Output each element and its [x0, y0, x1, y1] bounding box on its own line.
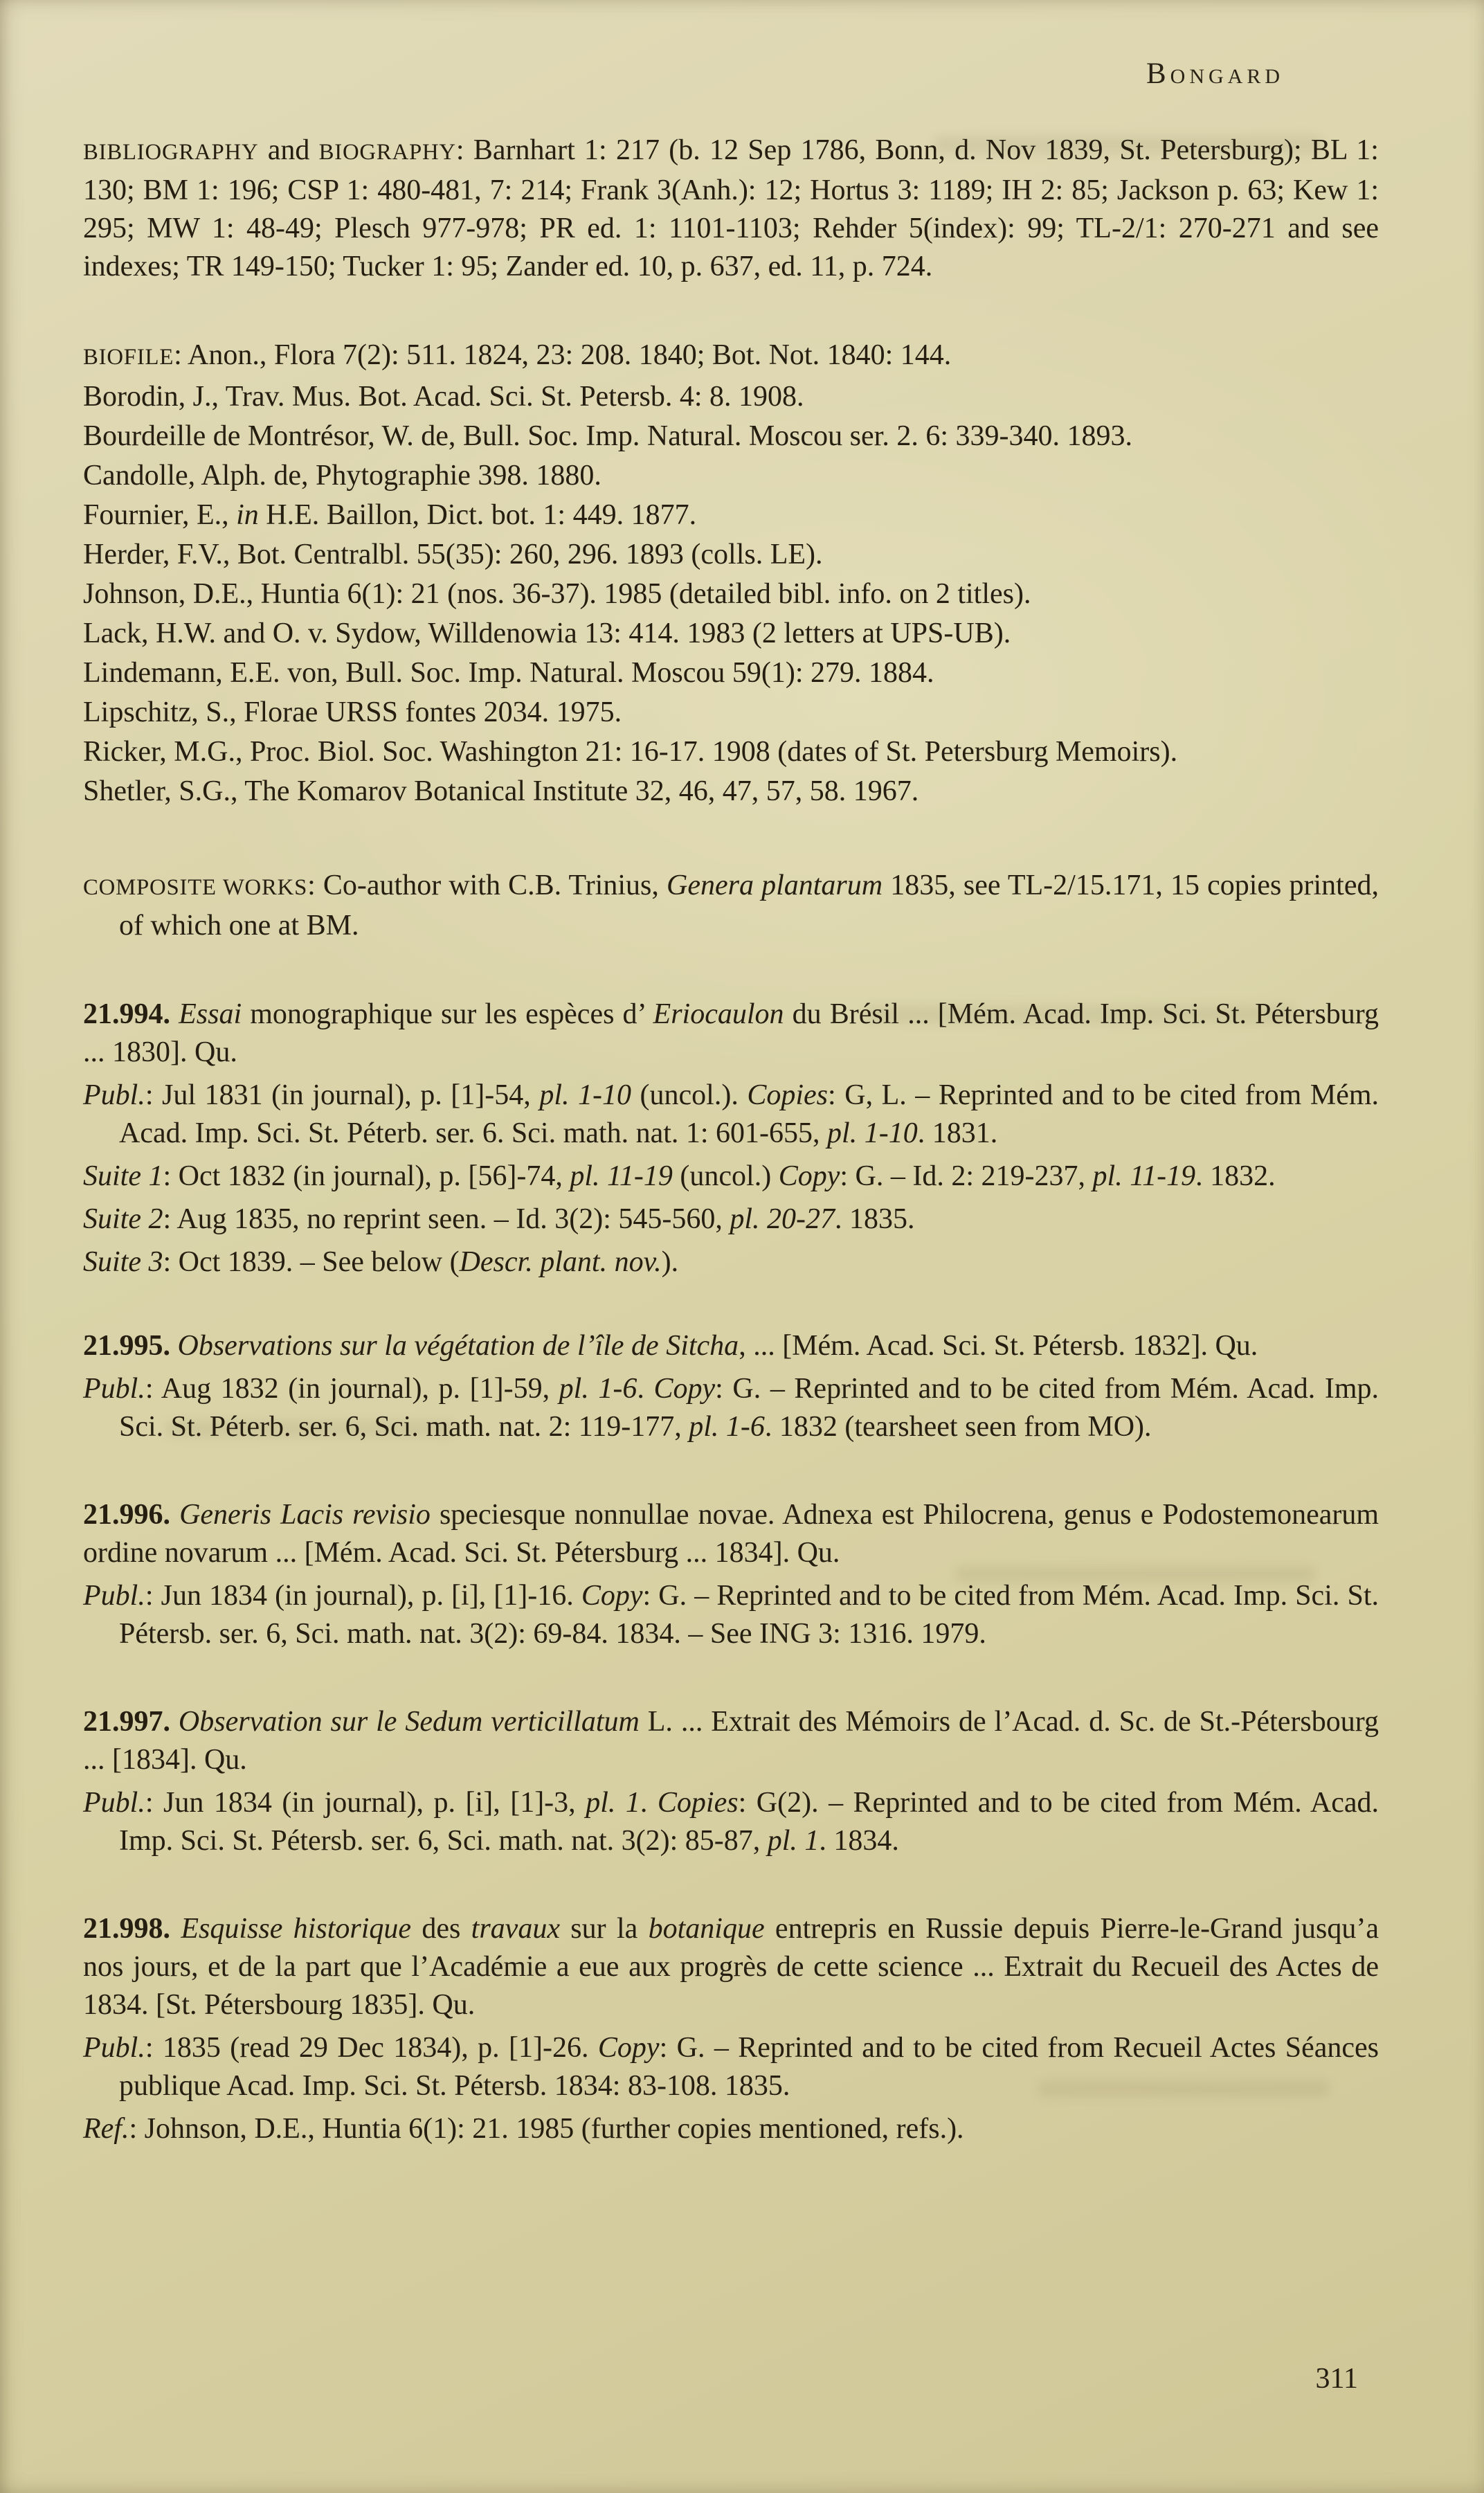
- entry-21998-ref: [83, 2110, 1379, 2148]
- text-run: : 1835 (read 29 Dec 1834), p. [1]-26.: [145, 2032, 598, 2064]
- text-run: , ... [Mém. Acad. Sci. St. Pétersb. 1832]. Qu.: [739, 1330, 1258, 1362]
- text-run: in: [236, 499, 259, 531]
- text-run: 1835, see TL-2/15.171, 15 copies printed, of which one at BM.: [119, 870, 1379, 942]
- text-run: 21.997.: [83, 1706, 170, 1738]
- text-run: Suite 1: [83, 1160, 163, 1192]
- text-run: .: [640, 1787, 658, 1819]
- biofile-entry: [83, 535, 1379, 575]
- text-run: : Aug 1835, no reprint seen. – Id. 3(2): 545-560,: [163, 1203, 730, 1235]
- biofile-entry: [83, 377, 1379, 417]
- text-run: : G, L. – Reprinted and to be cited from Mém. Acad. Imp. Sci. St. Péterb. ser. 6. Sci. math. nat. 1: 601-655,: [119, 1079, 1379, 1149]
- text-run: travaux: [471, 1913, 560, 1945]
- text-run: Johnson, D.E., Huntia 6(1): 21 (nos. 36-37). 1985 (detailed bibl. info. on 2 titles).: [83, 578, 1031, 610]
- text-run: H.E. Baillon, Dict. bot. 1: 449. 1877.: [258, 499, 697, 531]
- text-run: Generis Lacis revisio: [179, 1499, 431, 1531]
- text-run: : Aug 1832 (in journal), p. [1]-59,: [145, 1373, 559, 1405]
- text-run: [170, 998, 179, 1030]
- text-run: Candolle, Alph. de, Phytographie 398. 1880.: [83, 460, 601, 492]
- text-run: monographique sur les espèces d’: [242, 998, 653, 1030]
- entry-21995: [83, 1327, 1379, 1446]
- text-run: Publ.: [83, 2032, 145, 2064]
- text-run: Descr. plant. nov.: [459, 1246, 662, 1278]
- text-run: speciesque nonnullae novae. Adnexa est Philocrena, genus e Podostemonearum ordine novarum ... [Mém. Acad. Sci. St. Pétersburg ... 1834]. Qu.: [83, 1499, 1379, 1569]
- biofile-entry: [83, 772, 1379, 811]
- text-run: ).: [661, 1246, 679, 1278]
- entry-21994-suite-1: [83, 1158, 1379, 1196]
- text-run: Lipschitz, S., Florae URSS fontes 2034. 1975.: [83, 696, 622, 728]
- entry-21996-heading: [83, 1496, 1379, 1572]
- text-run: Suite 3: [83, 1246, 163, 1278]
- text-run: Publ.: [83, 1787, 145, 1819]
- entry-21994-publ: [83, 1077, 1379, 1153]
- text-run: 21.994.: [83, 998, 170, 1030]
- text-run: Herder, F.V., Bot. Centralbl. 55(35): 260, 296. 1893 (colls. LE).: [83, 539, 823, 570]
- text-run: Suite 2: [83, 1203, 163, 1235]
- text-run: Fournier, E.,: [83, 499, 237, 531]
- text-run: Genera plantarum: [667, 870, 883, 901]
- text-run: Copies: [747, 1079, 829, 1111]
- text-run: Publ.: [83, 1373, 145, 1405]
- text-run: Observation sur le Sedum verticillatum: [178, 1706, 640, 1738]
- text-run: 21.998.: [83, 1913, 170, 1945]
- text-run: Bourdeille de Montrésor, W. de, Bull. Soc. Imp. Natural. Moscou ser. 2. 6: 339-340. 1893.: [83, 420, 1132, 452]
- text-run: Esquisse historique: [181, 1913, 412, 1945]
- text-run: [170, 1499, 179, 1531]
- text-run: Lindemann, E.E. von, Bull. Soc. Imp. Natural. Moscou 59(1): 279. 1884.: [83, 657, 934, 689]
- biofile-entry: [83, 456, 1379, 496]
- text-run: . 1832.: [1195, 1160, 1276, 1192]
- entry-21997: [83, 1703, 1379, 1860]
- text-run: : G. – Reprinted and to be cited from Mém. Acad. Imp. Sci. St. Pétersb. ser. 6, Sci. math. nat. 3(2): 69-84. 1834. – See ING 3: 1316. 1979.: [119, 1580, 1379, 1650]
- text-run: (uncol.).: [631, 1079, 748, 1111]
- text-run: . 1831.: [917, 1117, 998, 1149]
- entry-21998-publ: [83, 2029, 1379, 2105]
- text-run: COMPOSITE WORKS: [83, 875, 308, 900]
- text-run: [170, 1330, 178, 1362]
- text-run: Publ.: [83, 1580, 145, 1612]
- text-run: and: [258, 134, 319, 166]
- biofile-entry: [83, 693, 1379, 732]
- text-run: Shetler, S.G., The Komarov Botanical Institute 32, 46, 47, 57, 58. 1967.: [83, 775, 919, 807]
- text-run: BIOFILE: [83, 345, 174, 370]
- entry-21998-heading: [83, 1910, 1379, 2024]
- entry-21995-publ: [83, 1370, 1379, 1446]
- entry-21996: [83, 1496, 1379, 1653]
- text-run: pl. 11-19: [1092, 1160, 1196, 1192]
- text-run: : Jun 1834 (in journal), p. [i], [1]-3,: [145, 1787, 586, 1819]
- text-run: : Jun 1834 (in journal), p. [i], [1]-16.: [145, 1580, 581, 1612]
- entry-21994-suite-3: [83, 1243, 1379, 1281]
- text-run: pl. 20-27: [730, 1203, 835, 1235]
- text-run: pl. 1-10: [827, 1117, 918, 1149]
- text-run: Observations sur la végétation de l’île de Sitcha: [177, 1330, 739, 1362]
- text-run: Copy: [653, 1373, 716, 1405]
- text-run: pl. 1-6: [689, 1411, 765, 1443]
- text-run: [170, 1706, 179, 1738]
- text-run: Eriocaulon: [653, 998, 784, 1030]
- text-run: : G(2). – Reprinted and to be cited from Mém. Acad. Imp. Sci. St. Pétersb. ser. 6, Sci. math. nat. 3(2): 85-87,: [119, 1787, 1379, 1857]
- biofile-entry: [83, 417, 1379, 456]
- biofile-entry: [83, 496, 1379, 535]
- text-run: Lack, H.W. and O. v. Sydow, Willdenowia 13: 414. 1983 (2 letters at UPS-UB).: [83, 618, 1011, 649]
- entry-21997-publ: [83, 1784, 1379, 1860]
- text-run: .: [637, 1373, 654, 1405]
- composite-works-paragraph: [83, 867, 1379, 945]
- text-run: : Jul 1831 (in journal), p. [1]-54,: [145, 1079, 540, 1111]
- biofile-entry: [83, 614, 1379, 654]
- entry-21995-heading: [83, 1327, 1379, 1365]
- text-run: Publ.: [83, 1079, 145, 1111]
- page-content: [83, 0, 1379, 2148]
- biofile-entry: [83, 336, 1379, 377]
- text-run: : Oct 1839. – See below (: [163, 1246, 460, 1278]
- text-run: : G. – Reprinted and to be cited from Recueil Actes Séances publique Acad. Imp. Sci. St. Pétersb. 1834: 83-108. 1835.: [119, 2032, 1379, 2102]
- entry-21997-heading: [83, 1703, 1379, 1779]
- text-run: [170, 1913, 181, 1945]
- text-run: : Oct 1832 (in journal), p. [56]-74,: [163, 1160, 570, 1192]
- bibliography-paragraph: [83, 132, 1379, 286]
- text-run: pl. 1: [767, 1825, 820, 1857]
- text-run: pl. 1-6: [559, 1373, 637, 1405]
- text-run: : Barnhart 1: 217 (b. 12 Sep 1786, Bonn, d. Nov 1839, St. Petersburg); BL 1: 130; BM 1: 196; CSP 1: 480-481, 7: 214; Frank 3(Anh.): 12; Hortus 3: 1189; IH 2: 85; Jackson p. 63; Kew 1: 295; MW 1: 48-49; Plesch 977-978; PR ed. 1: 1101-1103; Rehder 5(index): 99; TL-2/1: 270-271 and see indexes; TR 149-150; Tucker 1: 95; Zander ed. 10, p. 637, ed. 11, p. 724.: [83, 134, 1379, 282]
- text-run: : Anon., Flora 7(2): 511. 1824, 23: 208. 1840; Bot. Not. 1840: 144.: [174, 339, 952, 371]
- running-head: Bongard: [1146, 57, 1284, 90]
- text-run: . 1834.: [819, 1825, 899, 1857]
- text-run: 21.996.: [83, 1499, 170, 1531]
- text-run: : Johnson, D.E., Huntia 6(1): 21. 1985 (further copies mentioned, refs.).: [129, 2113, 964, 2145]
- text-run: Copy: [597, 2032, 660, 2064]
- text-run: BIBLIOGRAPHY: [83, 140, 259, 165]
- biofile-entry: [83, 732, 1379, 772]
- text-run: Essai: [179, 998, 242, 1030]
- text-run: pl. 11-19: [570, 1160, 673, 1192]
- text-run: des: [411, 1913, 471, 1945]
- text-run: : G. – Reprinted and to be cited from Mém. Acad. Imp. Sci. St. Péterb. ser. 6, Sci. math. nat. 2: 119-177,: [119, 1373, 1379, 1443]
- biofile-section: [83, 336, 1379, 811]
- text-run: sur la: [559, 1913, 649, 1945]
- biofile-entry: [83, 575, 1379, 614]
- text-run: pl. 1-10: [539, 1079, 631, 1111]
- text-run: L. ... Extrait des Mémoirs de l’Acad. d. Sc. de St.-Pétersbourg ... [1834]. Qu.: [83, 1706, 1379, 1776]
- text-run: . 1832 (tearsheet seen from MO).: [764, 1411, 1152, 1443]
- text-run: du Brésil ... [Mém. Acad. Imp. Sci. St. Pétersburg ... 1830]. Qu.: [83, 998, 1379, 1068]
- text-run: Copies: [657, 1787, 739, 1819]
- text-run: Ricker, M.G., Proc. Biol. Soc. Washington 21: 16-17. 1908 (dates of St. Petersburg Memoirs).: [83, 736, 1178, 768]
- text-run: (uncol.): [672, 1160, 779, 1192]
- text-run: Borodin, J., Trav. Mus. Bot. Acad. Sci. St. Petersb. 4: 8. 1908.: [83, 381, 804, 413]
- text-run: BIOGRAPHY: [318, 140, 456, 165]
- entry-21994: [83, 996, 1379, 1281]
- text-run: . 1835.: [835, 1203, 915, 1235]
- text-run: pl. 1: [586, 1787, 640, 1819]
- text-run: Copy: [581, 1580, 643, 1612]
- text-run: entrepris en Russie depuis Pierre-le-Grand jusqu’a nos jours, et de la part que l’Académie a eue aux progrès de cette science ... Extrait du Recueil des Actes de 1834. [St. Pétersbourg 1835]. Qu.: [83, 1913, 1379, 2021]
- biofile-entry: [83, 654, 1379, 693]
- entry-21994-suite-2: [83, 1200, 1379, 1239]
- text-run: Copy: [778, 1160, 840, 1192]
- text-run: Ref.: [83, 2113, 129, 2145]
- text-run: : Co-author with C.B. Trinius,: [307, 870, 667, 901]
- entry-21996-publ: [83, 1577, 1379, 1653]
- entry-21998: [83, 1910, 1379, 2148]
- text-run: : G. – Id. 2: 219-237,: [840, 1160, 1093, 1192]
- text-run: 21.995.: [83, 1330, 170, 1362]
- entry-21994-heading: [83, 996, 1379, 1072]
- text-run: botanique: [648, 1913, 765, 1945]
- page-number: 311: [1315, 2363, 1358, 2395]
